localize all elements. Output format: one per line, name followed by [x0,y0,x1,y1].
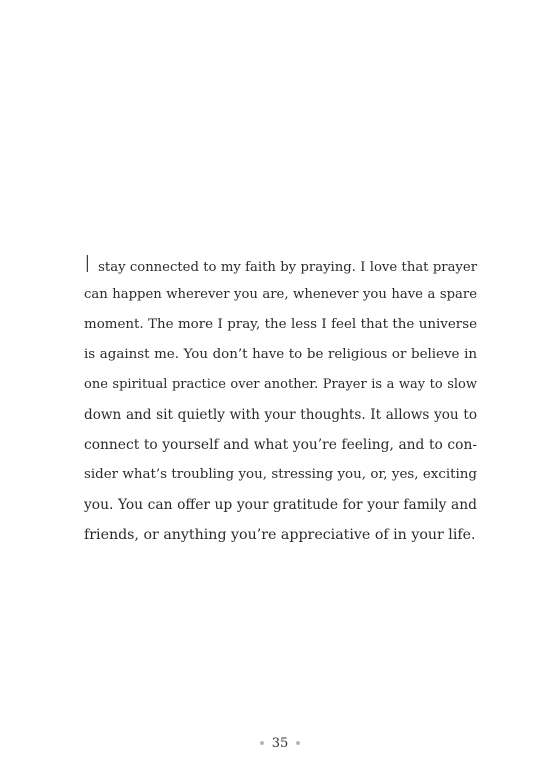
folio-ornament-left [260,741,264,745]
text-line-4: is against me. You don’t have to be religious or believe in [84,347,477,362]
text-line-6: down and sit quietly with your thoughts. It allows you to [84,407,477,423]
text-line-1 [84,250,477,280]
text-line-7: connect to yourself and what you’re feeling, and to con- [84,437,477,453]
text-line-1-content: stay connected to my faith by praying. I love that prayer [93,260,477,275]
text-line-10: friends, or anything you’re appreciative of in your life. [84,527,476,543]
page-folio [0,736,560,751]
text-line-9: you. You can offer up your gratitude for your family and [84,497,477,513]
text-line-8: sider what’s troubling you, stressing you, or, yes, exciting [84,467,477,482]
text-line-3: moment. The more I pray, the less I feel that the universe [84,317,477,332]
body-paragraph [84,250,477,550]
drop-cap: I [84,252,91,278]
folio-ornament-right [296,741,300,745]
text-line-2: can happen wherever you are, whenever you have a spare [84,287,477,302]
text-line-5: one spiritual practice over another. Prayer is a way to slow [84,377,477,392]
page-number: 35 [271,736,289,751]
